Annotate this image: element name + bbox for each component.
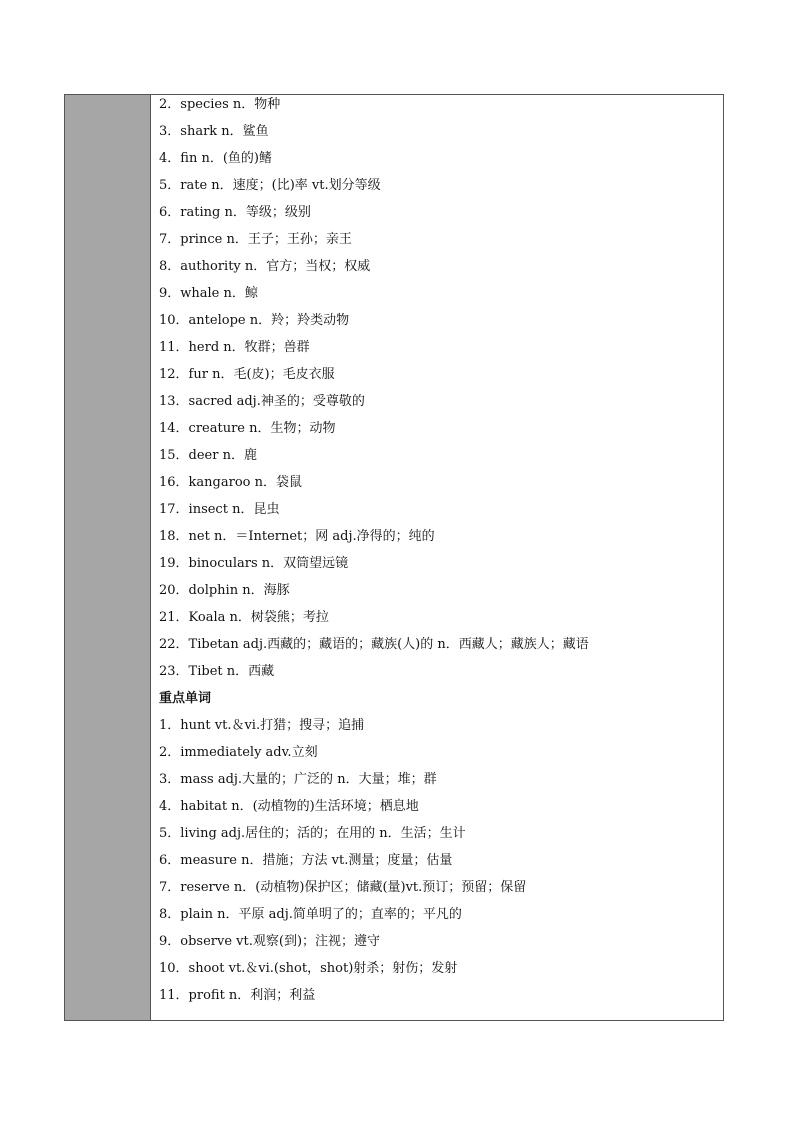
vocab-line: 13．sacred adj.神圣的；受尊敬的 <box>159 394 365 409</box>
vocab-line: 9．whale n．鲸 <box>159 286 258 301</box>
vocab-line: 10．shoot vt.＆vi.(shot，shot)射杀；射伤；发射 <box>159 961 458 976</box>
vocab-line: 15．deer n．鹿 <box>159 448 257 463</box>
vocab-line: 11．profit n．利润；利益 <box>159 988 316 1003</box>
vocab-line: 1．hunt vt.＆vi.打猎；搜寻；追捕 <box>159 718 365 733</box>
vocab-line: 20．dolphin n．海豚 <box>159 583 290 598</box>
table-left-column <box>65 95 151 1020</box>
vocab-line: 3．shark n．鲨鱼 <box>159 124 269 139</box>
vocab-line: 10．antelope n．羚；羚类动物 <box>159 313 350 328</box>
vocab-line: 5．rate n．速度；(比)率 vt.划分等级 <box>159 178 381 193</box>
vocab-line: 23．Tibet n．西藏 <box>159 664 275 679</box>
vocab-line: 11．herd n．牧群；兽群 <box>159 340 310 355</box>
vocab-line: 14．creature n．生物；动物 <box>159 421 336 436</box>
vocab-line: 3．mass adj.大量的；广泛的 n．大量；堆；群 <box>159 772 437 787</box>
vocab-line: 18．net n．＝Internet；网 adj.净得的；纯的 <box>159 529 435 544</box>
vocab-line: 4．habitat n．(动植物的)生活环境；栖息地 <box>159 799 419 814</box>
vocab-line: 19．binoculars n．双筒望远镜 <box>159 556 349 571</box>
vocab-line: 22．Tibetan adj.西藏的；藏语的；藏族(人)的 n．西藏人；藏族人；藏语 <box>159 637 589 652</box>
vocab-line: 2．species n．物种 <box>159 97 281 112</box>
vocab-line: 16．kangaroo n．袋鼠 <box>159 475 302 490</box>
section-heading: 重点单词 <box>159 691 212 706</box>
vocab-line: 6．rating n．等级；级别 <box>159 205 311 220</box>
vocab-line: 12．fur n．毛(皮)；毛皮衣服 <box>159 367 335 382</box>
vocab-line: 5．living adj.居住的；活的；在用的 n．生活；生计 <box>159 826 466 841</box>
vocab-line: 17．insect n．昆虫 <box>159 502 280 517</box>
table-right-column <box>151 95 723 1020</box>
vocab-line: 4．fin n．(鱼的)鳍 <box>159 151 272 166</box>
vocab-line: 21．Koala n．树袋熊；考拉 <box>159 610 329 625</box>
vocab-line: 7．reserve n．(动植物)保护区；储藏(量)vt.预订；预留；保留 <box>159 880 527 895</box>
vocabulary-table <box>64 94 724 1021</box>
vocab-line: 6．measure n．措施；方法 vt.测量；度量；估量 <box>159 853 453 868</box>
vocab-line: 7．prince n．王子；王孙；亲王 <box>159 232 352 247</box>
vocab-line: 8．plain n．平原 adj.简单明了的；直率的；平凡的 <box>159 907 462 922</box>
vocab-line: 9．observe vt.观察(到)；注视；遵守 <box>159 934 381 949</box>
vocab-line: 8．authority n．官方；当权；权威 <box>159 259 371 274</box>
vocab-line: 2．immediately adv.立刻 <box>159 745 318 760</box>
